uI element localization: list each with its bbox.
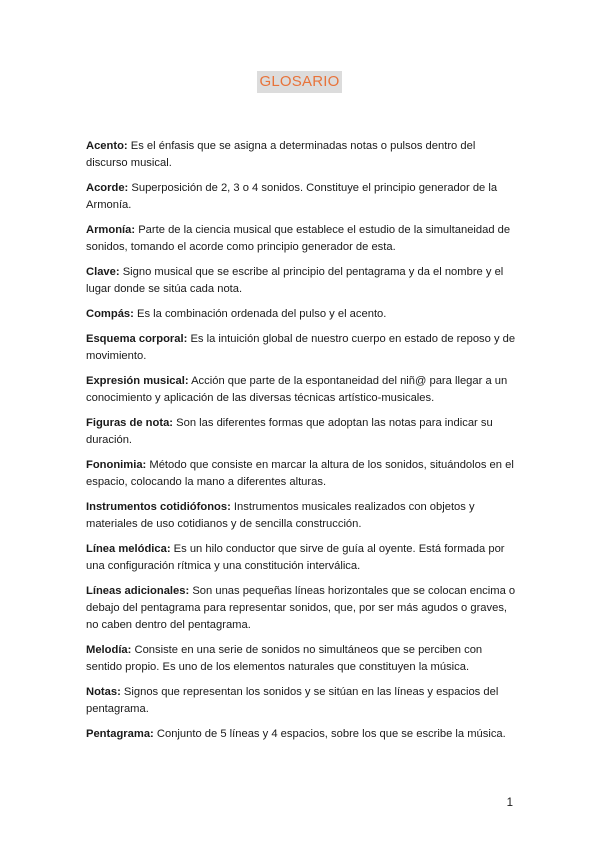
glossary-definition: Es el énfasis que se asigna a determinadas notas o pulsos dentro del discurso musical. (86, 140, 476, 169)
glossary-term: Líneas adicionales: (86, 585, 190, 597)
glossary-entry (86, 306, 518, 323)
glossary-entry (86, 373, 518, 407)
glossary-term: Fononimia: (86, 459, 147, 471)
glossary-term: Línea melódica: (86, 543, 171, 555)
glossary-entry (86, 642, 518, 676)
glossary-entry (86, 499, 518, 533)
glossary-term: Expresión musical: (86, 375, 189, 387)
glossary-definition: Parte de la ciencia musical que establece el estudio de la simultaneidad de sonidos, tomando el acorde como principio generador de esta. (86, 224, 511, 253)
glossary-definition: Método que consiste en marcar la altura de los sonidos, situándolos en el espacio, colocando la mano a diferentes alturas. (86, 459, 514, 488)
glossary-entry (86, 726, 518, 743)
glossary-definition: Conjunto de 5 líneas y 4 espacios, sobre los que se escribe la música. (156, 728, 506, 740)
glossary-term: Instrumentos cotidiófonos: (86, 501, 231, 513)
glossary-list (86, 138, 518, 751)
glossary-term: Figuras de nota: (86, 417, 174, 429)
glossary-definition: Consiste en una serie de sonidos no simultáneos que se perciben con sentido propio. Es uno de los elementos naturales que constituyen la música. (86, 644, 483, 673)
glossary-term: Acorde: (86, 182, 129, 194)
glossary-definition: Signo musical que se escribe al principio del pentagrama y da el nombre y el lugar donde se sitúa cada nota. (86, 266, 504, 295)
glossary-term: Compás: (86, 308, 134, 320)
glossary-entry (86, 222, 518, 256)
glossary-definition: Es la combinación ordenada del pulso y el acento. (136, 308, 387, 320)
glossary-entry (86, 457, 518, 491)
glossary-entry (86, 684, 518, 718)
glossary-entry (86, 180, 518, 214)
glossary-definition: Es la intuición global de nuestro cuerpo en estado de reposo y de movimiento. (86, 333, 516, 362)
glossary-entry (86, 583, 518, 634)
page-number: 1 (506, 797, 513, 809)
glossary-definition: Instrumentos musicales realizados con objetos y materiales de uso cotidianos y de sencilla construcción. (86, 501, 475, 530)
glossary-entry (86, 415, 518, 449)
glossary-entry (86, 264, 518, 298)
glossary-entry (86, 541, 518, 575)
page-title: GLOSARIO (257, 71, 343, 93)
glossary-definition: Son unas pequeñas líneas horizontales que se colocan encima o debajo del pentagrama para representar sonidos, que, por ser más agudos o graves, no caben dentro del pentagrama. (86, 585, 516, 631)
glossary-entry (86, 138, 518, 172)
glossary-definition: Es un hilo conductor que sirve de guía al oyente. Está formada por una configuración rítmica y una constitución interválica. (86, 543, 505, 572)
glossary-definition: Acción que parte de la espontaneidad del niñ@ para llegar a un conocimiento y aplicación de las diversas técnicas artístico-musicales. (86, 375, 508, 404)
glossary-term: Melodía: (86, 644, 132, 656)
title-container (0, 71, 599, 93)
glossary-definition: Son las diferentes formas que adoptan las notas para indicar su duración. (86, 417, 493, 446)
glossary-definition: Superposición de 2, 3 o 4 sonidos. Constituye el principio generador de la Armonía. (86, 182, 498, 211)
glossary-term: Armonía: (86, 224, 136, 236)
glossary-definition: Signos que representan los sonidos y se sitúan en las líneas y espacios del pentagrama. (86, 686, 499, 715)
glossary-term: Pentagrama: (86, 728, 154, 740)
glossary-entry (86, 331, 518, 365)
glossary-term: Notas: (86, 686, 121, 698)
glossary-term: Esquema corporal: (86, 333, 188, 345)
glossary-term: Clave: (86, 266, 120, 278)
glossary-term: Acento: (86, 140, 128, 152)
